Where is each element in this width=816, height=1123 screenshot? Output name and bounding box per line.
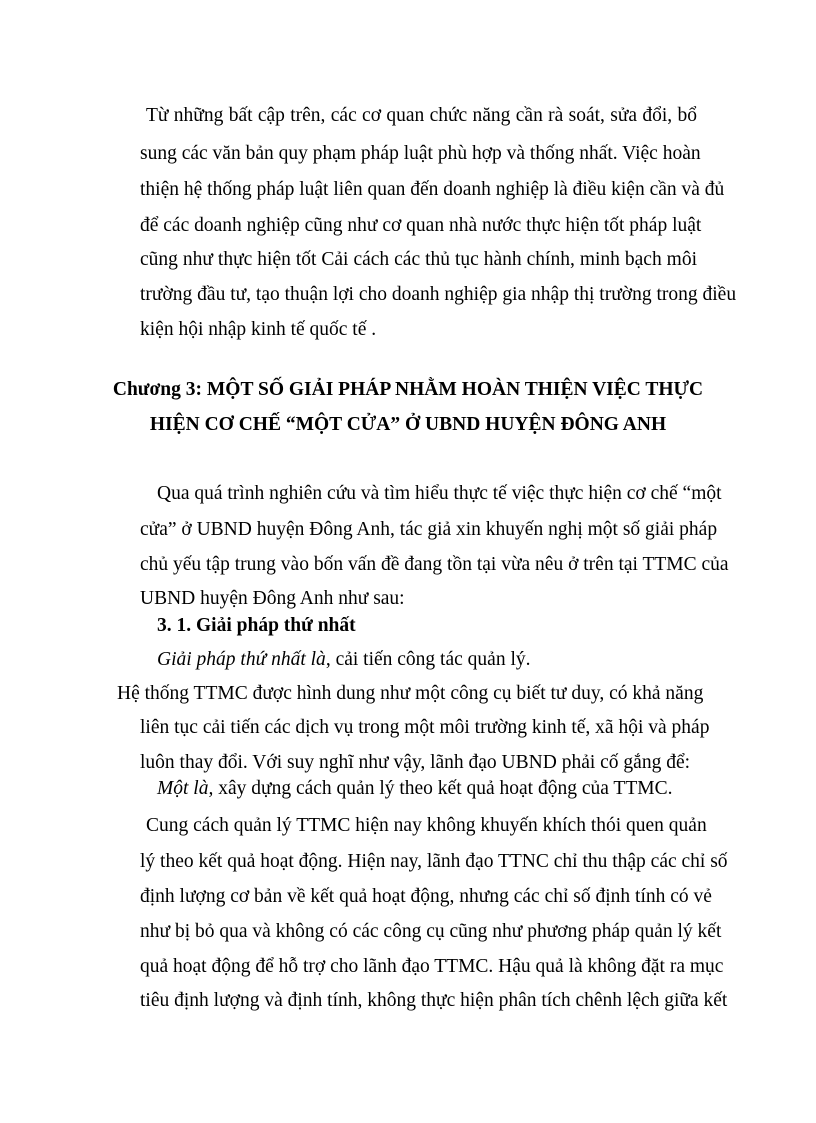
paragraph-4-line-5: quả hoạt động để hỗ trợ cho lãnh đạo TTMC. Hậu quả là không đặt ra mục xyxy=(140,956,724,977)
paragraph-3-line-1: Hệ thống TTMC được hình dung như một công cụ biết tư duy, có khả năng xyxy=(117,683,704,704)
first-point-label: Một là, xyxy=(157,778,214,799)
section-heading: 3. 1. Giải pháp thứ nhất xyxy=(157,615,356,636)
paragraph-3-line-2: liên tục cải tiến các dịch vụ trong một môi trường kinh tế, xã hội và pháp xyxy=(140,717,710,738)
paragraph-4-line-6: tiêu định lượng và định tính, không thực hiện phân tích chênh lệch giữa kết xyxy=(140,990,728,1011)
paragraph-4-line-1: Cung cách quản lý TTMC hiện nay không khuyến khích thói quen quản xyxy=(146,815,707,836)
paragraph-3-line-3: luôn thay đổi. Với suy nghĩ như vậy, lãnh đạo UBND phải cố gắng để: xyxy=(140,752,691,773)
paragraph-2-line-4: UBND huyện Đông Anh như sau: xyxy=(140,588,405,609)
paragraph-4-line-3: định lượng cơ bản về kết quả hoạt động, nhưng các chỉ số định tính có vẻ xyxy=(140,886,712,907)
paragraph-1-line-7: kiện hội nhập kinh tế quốc tế . xyxy=(140,319,377,340)
chapter-title-line-2: HIỆN CƠ CHẾ “MỘT CỬA” Ở UBND HUYỆN ĐÔNG ANH xyxy=(149,414,667,435)
first-point-text: xây dựng cách quản lý theo kết quả hoạt động của TTMC. xyxy=(213,778,673,799)
paragraph-2-line-1: Qua quá trình nghiên cứu và tìm hiểu thực tế việc thực hiện cơ chế “một xyxy=(157,483,722,504)
solution-1-label: Giải pháp thứ nhất là xyxy=(157,649,326,670)
paragraph-1-line-1: Từ những bất cập trên, các cơ quan chức năng cần rà soát, sửa đổi, bổ xyxy=(146,105,697,126)
paragraph-4-line-2: lý theo kết quả hoạt động. Hiện nay, lãnh đạo TTNC chỉ thu thập các chỉ số xyxy=(140,851,728,872)
first-point-line xyxy=(157,777,672,801)
solution-1-text: , cải tiến công tác quản lý. xyxy=(325,649,531,670)
paragraph-1-line-5: cũng như thực hiện tốt Cải cách các thủ tục hành chính, minh bạch môi xyxy=(140,249,697,270)
solution-1-line xyxy=(157,648,531,672)
paragraph-1-line-3: thiện hệ thống pháp luật liên quan đến doanh nghiệp là điều kiện cần và đủ xyxy=(140,179,725,200)
paragraph-1-line-6: trường đầu tư, tạo thuận lợi cho doanh nghiệp gia nhập thị trường trong điều xyxy=(140,284,737,305)
paragraph-4-line-4: như bị bỏ qua và không có các công cụ cũng như phương pháp quản lý kết xyxy=(140,921,722,942)
paragraph-2-line-3: chủ yếu tập trung vào bốn vấn đề đang tồn tại vừa nêu ở trên tại TTMC của xyxy=(140,554,729,575)
paragraph-1-line-4: để các doanh nghiệp cũng như cơ quan nhà nước thực hiện tốt pháp luật xyxy=(140,215,702,236)
paragraph-1-line-2: sung các văn bản quy phạm pháp luật phù hợp và thống nhất. Việc hoàn xyxy=(140,143,701,164)
chapter-title-line-1: Chương 3: MỘT SỐ GIẢI PHÁP NHẰM HOÀN THIỆN VIỆC THỰC xyxy=(112,379,704,400)
paragraph-2-line-2: cửa” ở UBND huyện Đông Anh, tác giả xin khuyến nghị một số giải pháp xyxy=(140,519,718,540)
